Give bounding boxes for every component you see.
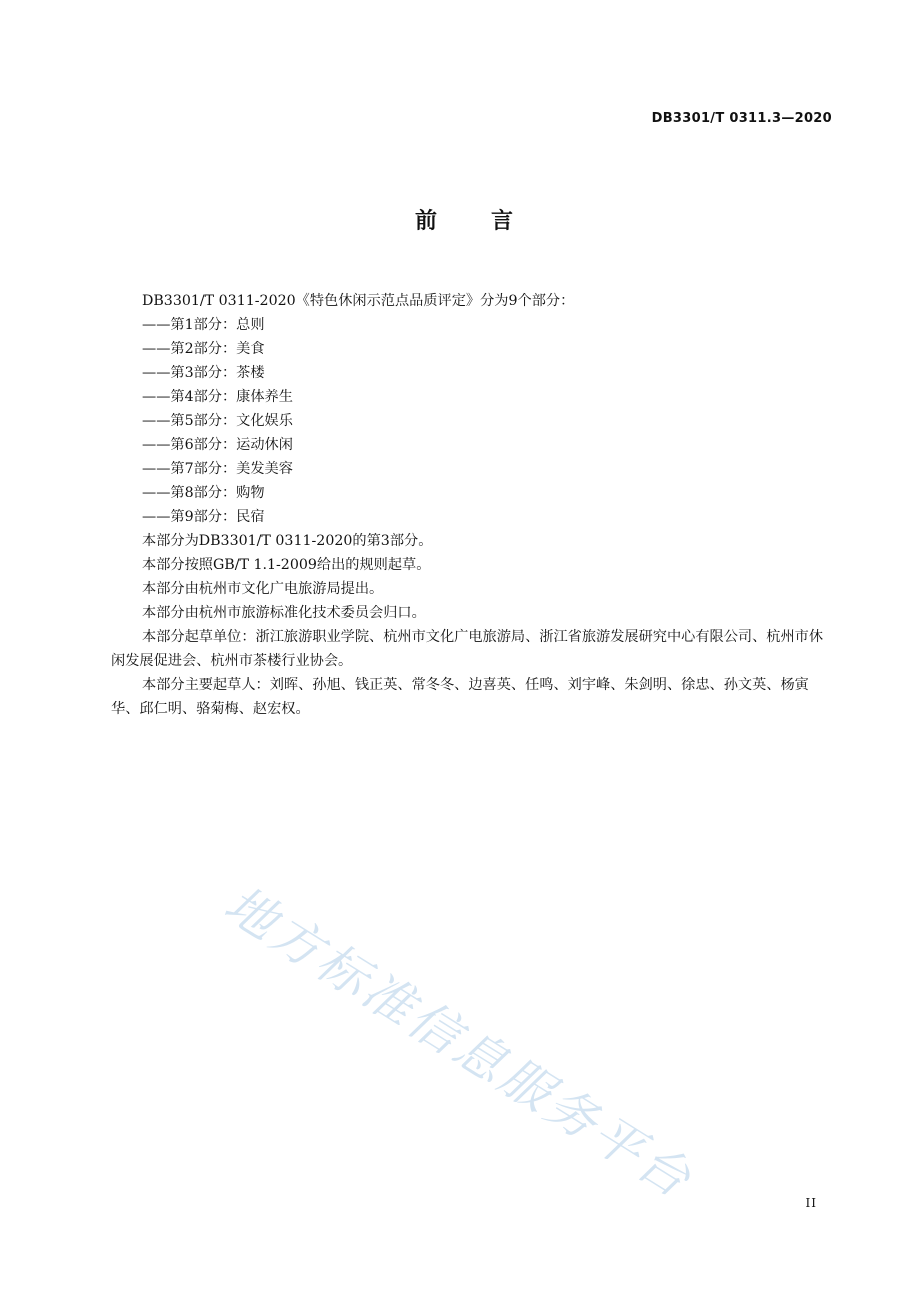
page-number: II [805,1196,817,1210]
title-char-1: 前 [414,209,439,234]
preface-body [111,289,833,721]
paragraph: 本部分按照GB/T 1.1-2009给出的规则起草。 [142,557,431,573]
list-item: ——第4部分：康体养生 [142,389,293,405]
drafting-units-paragraph: 本部分起草单位：浙江旅游职业学院、杭州市文化广电旅游局、浙江省旅游发展研究中心有限公司、杭州市休闲发展促进会、杭州市茶楼行业协会。 [111,629,824,669]
title-char-2: 言 [491,209,516,234]
intro-paragraph: DB3301/T 0311-2020《特色休闲示范点品质评定》分为9个部分： [142,293,575,309]
list-item: ——第9部分：民宿 [142,509,265,525]
list-item: ——第5部分：文化娱乐 [142,413,293,429]
list-item: ——第3部分：茶楼 [142,365,265,381]
drafters-paragraph: 本部分主要起草人：刘晖、孙旭、钱正英、常冬冬、边喜英、任鸣、刘宇峰、朱剑明、徐忠、孙文英、杨寅华、邱仁明、骆菊梅、赵宏权。 [111,677,809,717]
paragraph: 本部分由杭州市旅游标准化技术委员会归口。 [142,605,426,621]
list-item: ——第7部分：美发美容 [142,461,293,477]
watermark: 地方标准信息服务平台 [214,874,704,1211]
list-item: ——第8部分：购物 [142,485,265,501]
list-item: ——第1部分：总则 [142,317,265,333]
list-item: ——第2部分：美食 [142,341,265,357]
paragraph: 本部分为DB3301/T 0311-2020的第3部分。 [142,533,433,549]
list-item: ——第6部分：运动休闲 [142,437,293,453]
page-title [0,204,920,235]
document-code: DB3301/T 0311.3—2020 [651,111,832,126]
paragraph: 本部分由杭州市文化广电旅游局提出。 [142,581,384,597]
